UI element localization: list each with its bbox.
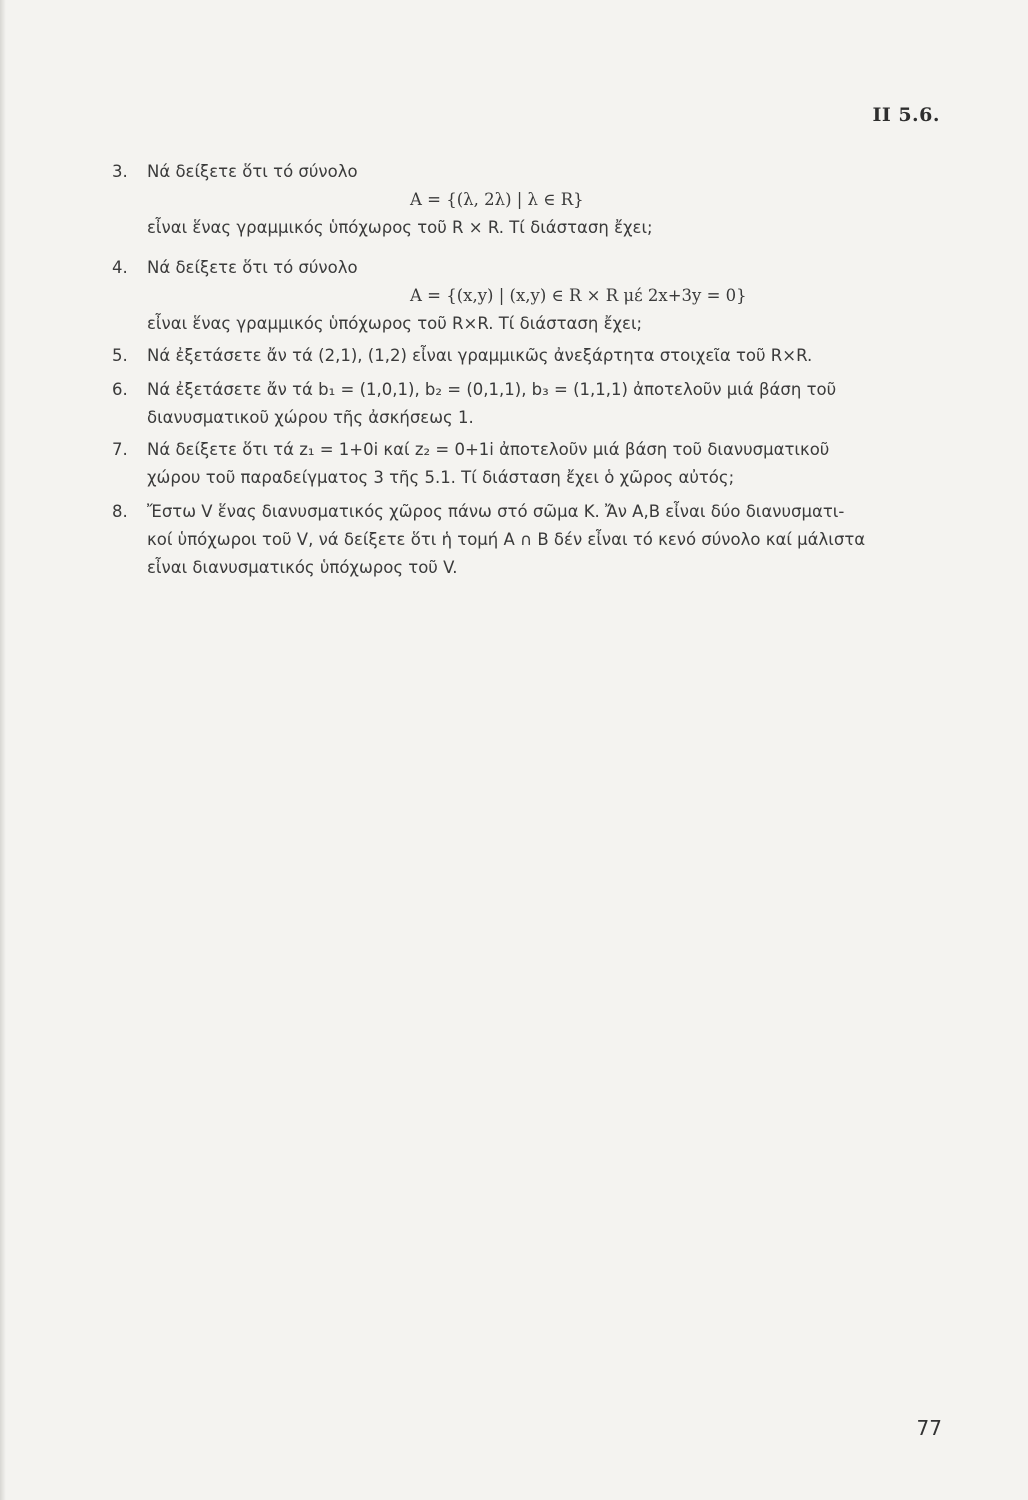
exercise-number: 6. xyxy=(112,380,128,399)
exercise-number: 8. xyxy=(112,502,128,521)
exercise-line: κοί ὑπόχωροι τοῦ V, νά δείξετε ὅτι ἡ τομή A ∩ B δέν εἶναι τό κενό σύνολο καί μάλιστα xyxy=(147,530,866,549)
exercise-number: 3. xyxy=(112,162,128,181)
exercise-line: εἶναι διανυσματικός ὑπόχωρος τοῦ V. xyxy=(147,558,458,577)
display-equation: A = {(λ, 2λ) | λ ∈ R} xyxy=(410,190,584,209)
exercise-line: εἶναι ἕνας γραμμικός ὑπόχωρος τοῦ R×R. Τί διάσταση ἔχει; xyxy=(147,314,643,333)
exercise-number: 5. xyxy=(112,346,128,365)
exercise-line: Νά ἐξετάσετε ἄν τά (2,1), (1,2) εἶναι γραμμικῶς ἀνεξάρτητα στοιχεῖα τοῦ R×R. xyxy=(147,346,813,365)
exercise-line: Νά ἐξετάσετε ἄν τά b₁ = (1,0,1), b₂ = (0,1,1), b₃ = (1,1,1) ἀποτελοῦν μιά βάση τοῦ xyxy=(147,380,837,399)
page-edge-shadow xyxy=(0,0,6,1500)
exercise-line: διανυσματικοῦ χώρου τῆς ἀσκήσεως 1. xyxy=(147,408,474,427)
exercise-line: Νά δείξετε ὅτι τό σύνολο xyxy=(147,162,358,181)
exercise-number: 4. xyxy=(112,258,128,277)
exercise-line: χώρου τοῦ παραδείγματος 3 τῆς 5.1. Τί διάσταση ἔχει ὁ χῶρος αὐτός; xyxy=(147,468,735,487)
exercise-number: 7. xyxy=(112,440,128,459)
exercise-line: Ἔστω V ἕνας διανυσματικός χῶρος πάνω στό σῶμα K. Ἄν A,B εἶναι δύο διανυσματι- xyxy=(147,502,845,521)
exercise-line: εἶναι ἕνας γραμμικός ὑπόχωρος τοῦ R × R. Τί διάσταση ἔχει; xyxy=(147,218,653,237)
section-header: II 5.6. xyxy=(872,104,940,126)
exercise-line: Νά δείξετε ὅτι τό σύνολο xyxy=(147,258,358,277)
page-number: 77 xyxy=(916,1416,942,1440)
display-equation: A = {(x,y) | (x,y) ∈ R × R μέ 2x+3y = 0} xyxy=(410,286,747,305)
exercise-line: Νά δείξετε ὅτι τά z₁ = 1+0i καί z₂ = 0+1i ἀποτελοῦν μιά βάση τοῦ διανυσματικοῦ xyxy=(147,440,830,459)
